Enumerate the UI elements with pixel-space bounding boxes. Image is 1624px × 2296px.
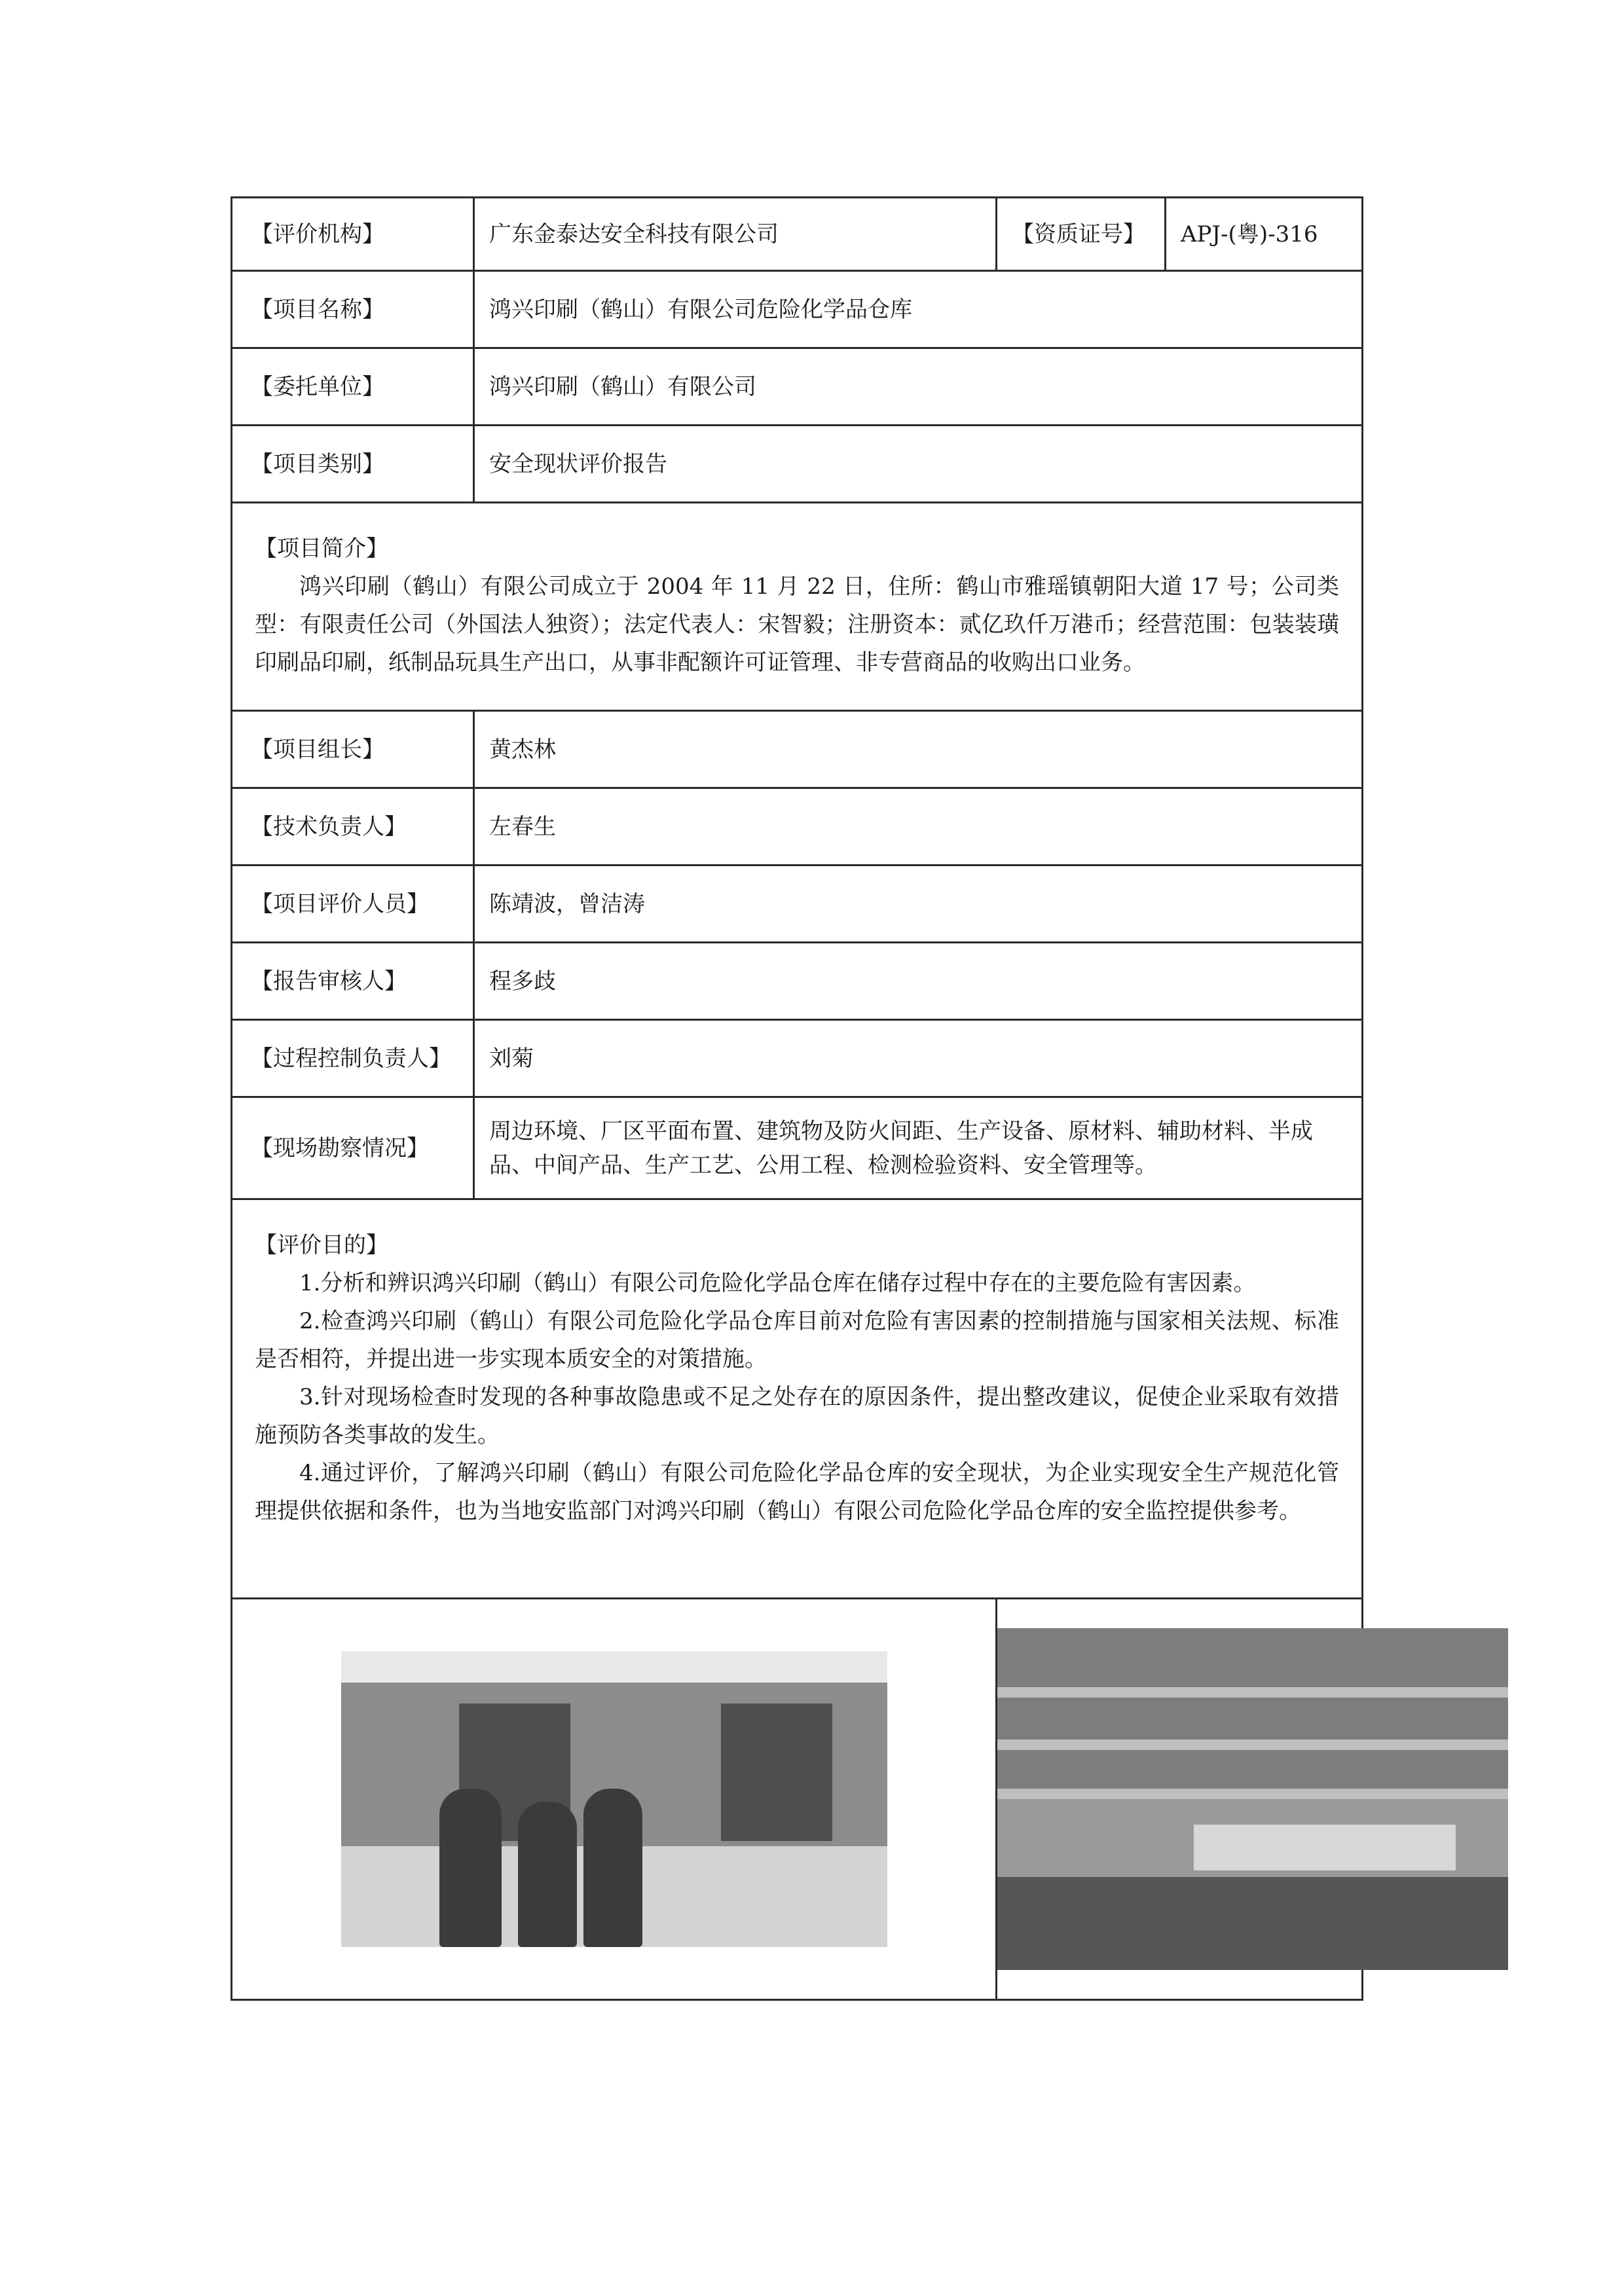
row-project-name	[232, 271, 1363, 348]
reviewer-value: 程多歧	[474, 943, 1363, 1020]
client-value: 鸿兴印刷（鹤山）有限公司	[474, 348, 1363, 426]
project-name-value: 鸿兴印刷（鹤山）有限公司危险化学品仓库	[474, 271, 1363, 348]
reviewer-label: 【报告审核人】	[232, 943, 474, 1020]
row-photos	[232, 1599, 1363, 2000]
cert-label: 【资质证号】	[997, 198, 1166, 271]
row-survey	[232, 1097, 1363, 1199]
evaluation-info-table	[231, 196, 1363, 2001]
row-category	[232, 426, 1363, 503]
tech-label: 【技术负责人】	[232, 788, 474, 866]
photo-cell-right	[997, 1599, 1363, 2000]
row-leader	[232, 711, 1363, 788]
process-label: 【过程控制负责人】	[232, 1020, 474, 1097]
leader-value: 黄杰林	[474, 711, 1363, 788]
client-label: 【委托单位】	[232, 348, 474, 426]
category-label: 【项目类别】	[232, 426, 474, 503]
process-value: 刘菊	[474, 1020, 1363, 1097]
intro-title: 【项目简介】	[255, 536, 388, 562]
row-process	[232, 1020, 1363, 1097]
purpose-cell	[232, 1199, 1363, 1599]
cert-value: APJ-(粤)-316	[1166, 198, 1363, 271]
survey-label: 【现场勘察情况】	[232, 1097, 474, 1199]
org-value: 广东金泰达安全科技有限公司	[474, 198, 997, 271]
project-name-label: 【项目名称】	[232, 271, 474, 348]
row-staff	[232, 866, 1363, 943]
row-org	[232, 198, 1363, 271]
intro-cell	[232, 503, 1363, 711]
site-photo-warehouse-exterior	[341, 1651, 887, 1947]
org-label: 【评价机构】	[232, 198, 474, 271]
row-purpose	[232, 1199, 1363, 1599]
purpose-item: 2.检查鸿兴印刷（鹤山）有限公司危险化学品仓库目前对危险有害因素的控制措施与国家相关法规、标准是否相符，并提出进一步实现本质安全的对策措施。	[255, 1308, 1339, 1372]
purpose-item: 3.针对现场检查时发现的各种事故隐患或不足之处存在的原因条件，提出整改建议，促使企业采取有效措施预防各类事故的发生。	[255, 1384, 1339, 1448]
row-reviewer	[232, 943, 1363, 1020]
staff-value: 陈靖波，曾洁涛	[474, 866, 1363, 943]
row-intro	[232, 503, 1363, 711]
photo-cell-left	[232, 1599, 997, 2000]
leader-label: 【项目组长】	[232, 711, 474, 788]
tech-value: 左春生	[474, 788, 1363, 866]
intro-text: 鸿兴印刷（鹤山）有限公司成立于 2004 年 11 月 22 日，住所：鹤山市雅瑶镇朝阳大道 17 号；公司类型：有限责任公司（外国法人独资）；法定代表人：宋智毅；注册资本：贰亿玖仟万港币；经营范围：包装装璜印刷品印刷，纸制品玩具生产出口，从事非配额许可证管理、非专营商品的收购出口业务。	[255, 574, 1339, 676]
category-value: 安全现状评价报告	[474, 426, 1363, 503]
survey-value: 周边环境、厂区平面布置、建筑物及防火间距、生产设备、原材料、辅助材料、半成品、中间产品、生产工艺、公用工程、检测检验资料、安全管理等。	[474, 1097, 1363, 1199]
purpose-item: 1.分析和辨识鸿兴印刷（鹤山）有限公司危险化学品仓库在储存过程中存在的主要危险有害因素。	[299, 1270, 1256, 1296]
row-tech	[232, 788, 1363, 866]
staff-label: 【项目评价人员】	[232, 866, 474, 943]
purpose-item: 4.通过评价，了解鸿兴印刷（鹤山）有限公司危险化学品仓库的安全现状，为企业实现安全生产规范化管理提供依据和条件，也为当地安监部门对鸿兴印刷（鹤山）有限公司危险化学品仓库的安全监控提供参考。	[255, 1460, 1339, 1524]
site-photo-warehouse-interior	[997, 1628, 1508, 1970]
row-client	[232, 348, 1363, 426]
purpose-title: 【评价目的】	[255, 1232, 388, 1258]
